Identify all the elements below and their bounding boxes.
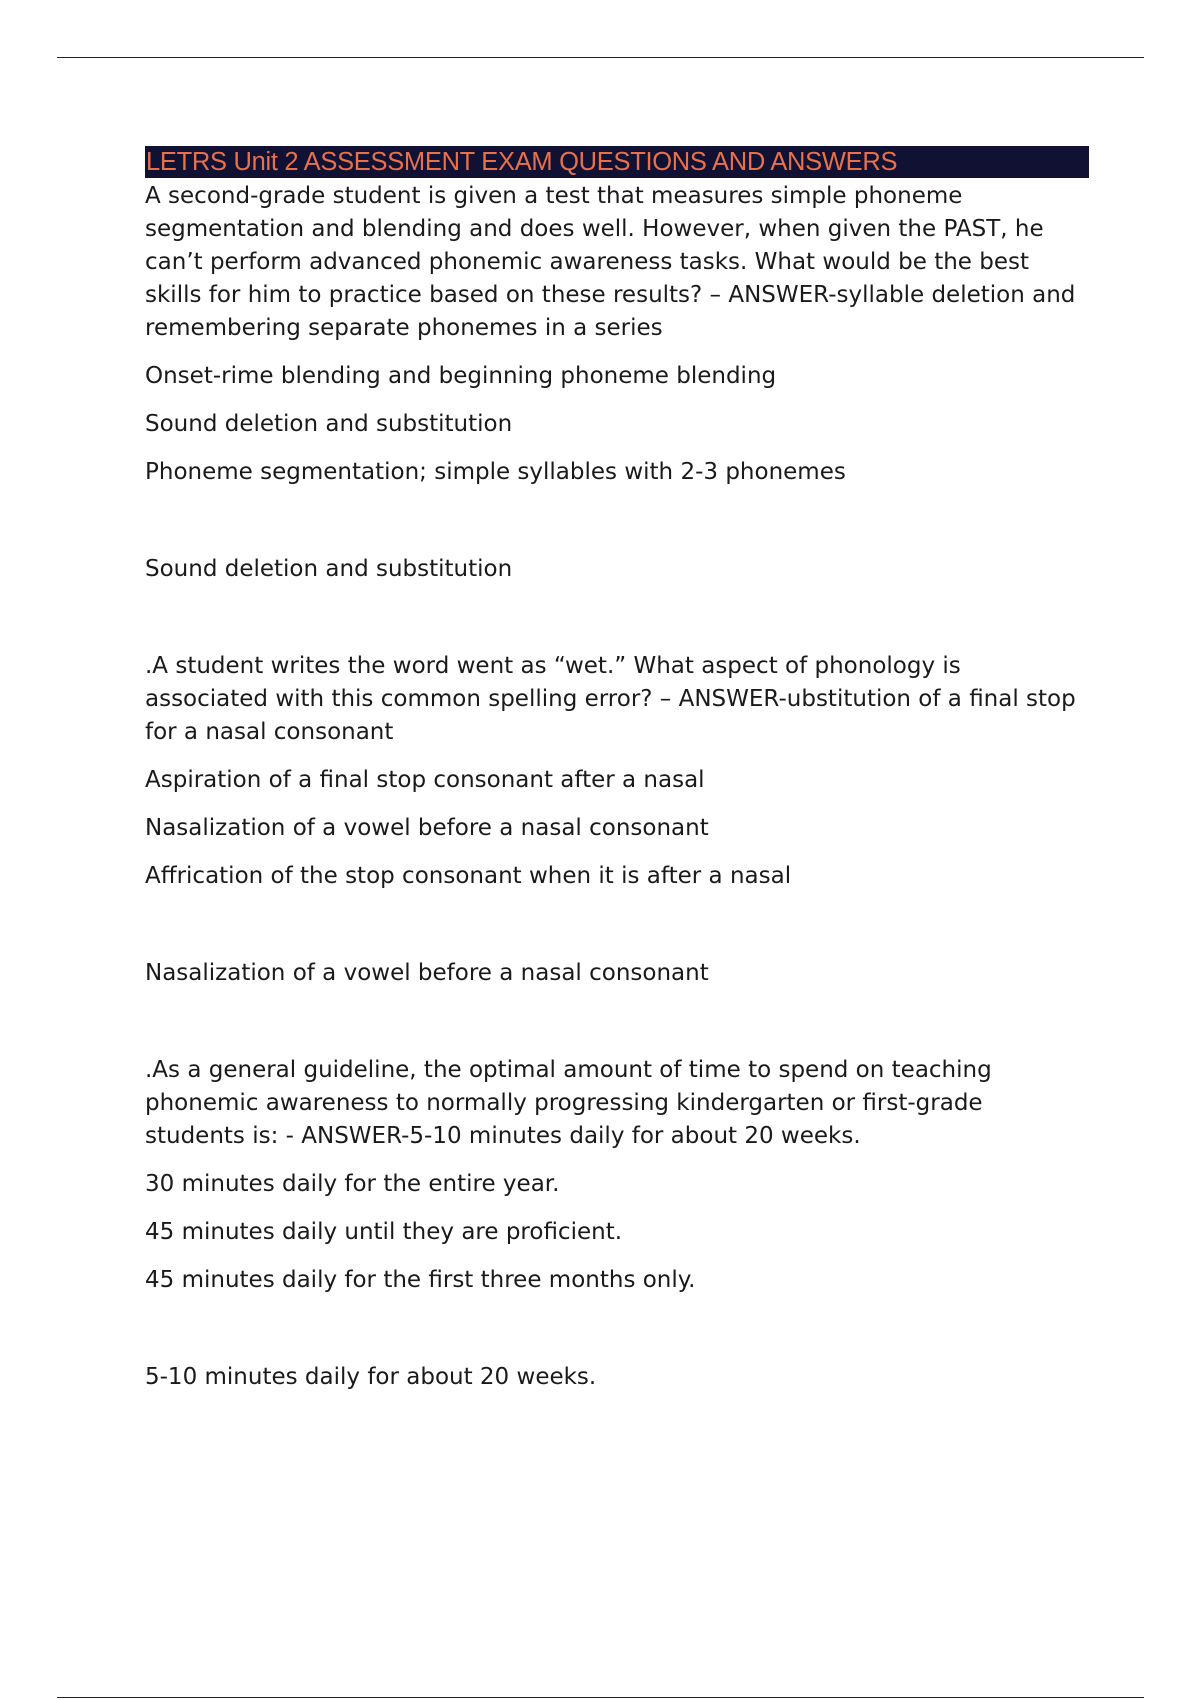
- document-title-bar: [145, 146, 1089, 178]
- answer-option: 45 minutes daily until they are proficient.: [145, 1219, 623, 1245]
- correct-answer: Sound deletion and substitution: [145, 556, 513, 582]
- answer-option: Sound deletion and substitution: [145, 411, 513, 437]
- question-text: .As a general guideline, the optimal amount of time to spend on teaching phonemic awareness to normally progressing kindergarten or first-grade students is: - ANSWER-5-10 minutes daily for about 20 weeks.: [145, 1057, 992, 1149]
- correct-answer: 5-10 minutes daily for about 20 weeks.: [145, 1364, 597, 1390]
- page-bottom-rule: [57, 1697, 1144, 1698]
- document-body: [145, 146, 1089, 1394]
- correct-answer: Nasalization of a vowel before a nasal consonant: [145, 960, 709, 986]
- answer-option: Aspiration of a final stop consonant after a nasal: [145, 767, 705, 793]
- answer-option: Affrication of the stop consonant when it is after a nasal: [145, 863, 792, 889]
- question-text: .A student writes the word went as “wet.” What aspect of phonology is associated with this common spelling error? – ANSWER-ubstitution of a final stop for a nasal consonant: [145, 653, 1076, 745]
- answer-option: 45 minutes daily for the first three months only.: [145, 1267, 696, 1293]
- document-title: LETRS Unit 2 ASSESSMENT EXAM QUESTIONS AND ANSWERS: [146, 148, 898, 176]
- answer-option: Nasalization of a vowel before a nasal consonant: [145, 815, 709, 841]
- page-top-rule: [57, 57, 1144, 58]
- question-block-3: [145, 1054, 1089, 1394]
- answer-option: 30 minutes daily for the entire year.: [145, 1171, 560, 1197]
- question-block-2: [145, 650, 1089, 990]
- question-text: A second-grade student is given a test that measures simple phoneme segmentation and blending and does well. However, when given the PAST, he can’t perform advanced phonemic awareness tasks. What would be the best skills for him to practice based on these results? – ANSWER-syllable deletion and remembering separate phonemes in a series: [145, 183, 1076, 341]
- answer-option: Phoneme segmentation; simple syllables with 2-3 phonemes: [145, 459, 846, 485]
- answer-option: Onset-rime blending and beginning phoneme blending: [145, 363, 777, 389]
- question-block-1: [145, 180, 1089, 586]
